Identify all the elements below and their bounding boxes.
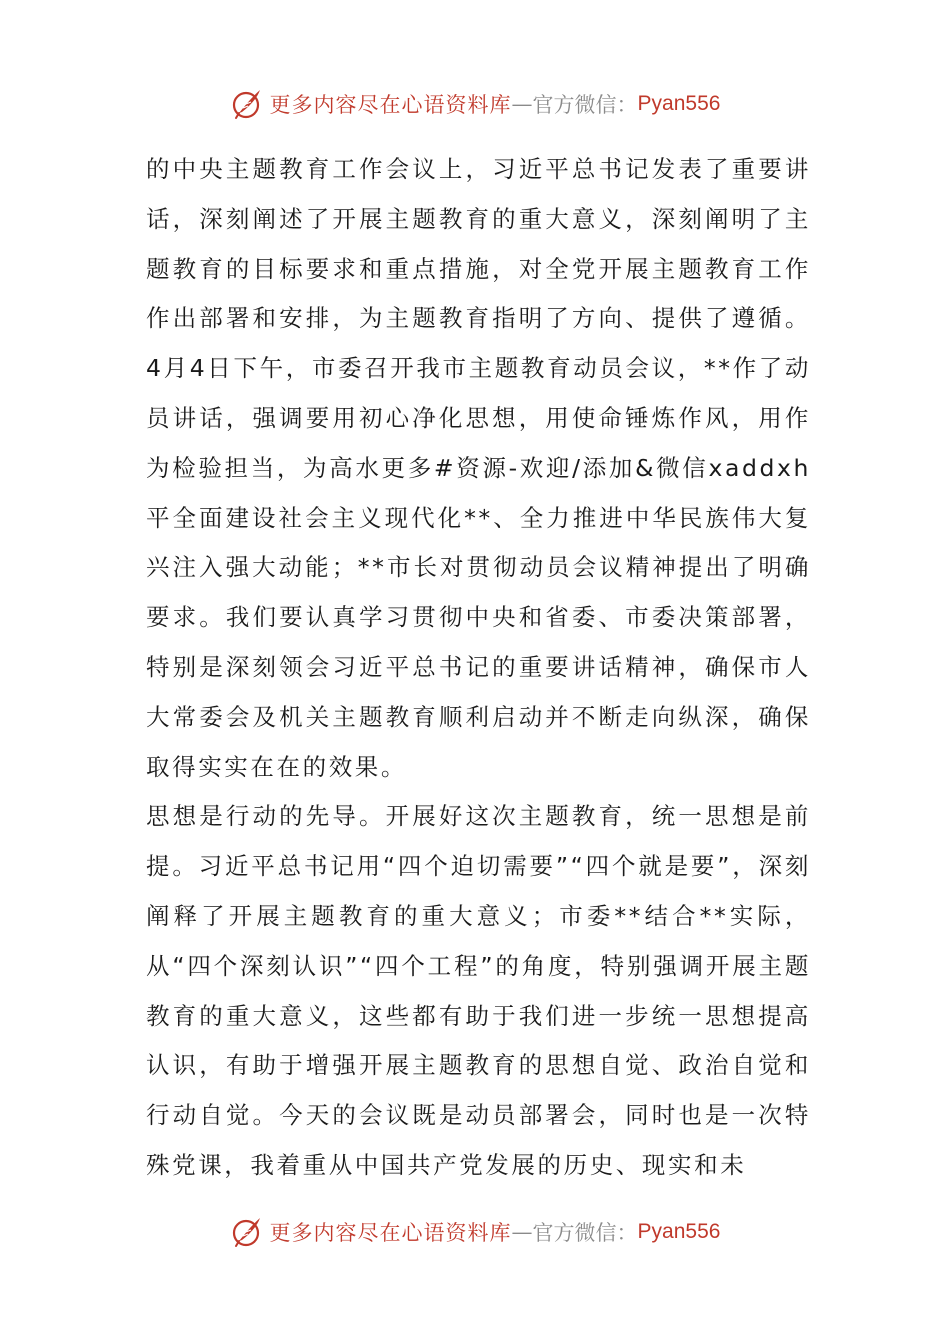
header-banner xyxy=(0,84,950,124)
header-wechat-id: Pyan556 xyxy=(637,92,721,115)
footer-separator: — xyxy=(511,1220,533,1244)
document-body xyxy=(146,145,811,1191)
footer-banner xyxy=(0,1212,950,1252)
footer-brand-text: 更多内容尽在心语资料库 xyxy=(269,1221,512,1245)
body-paragraph-1: 的中央主题教育工作会议上，习近平总书记发表了重要讲话，深刻阐述了开展主题教育的重大意义，深刻阐明了主题教育的目标要求和重点措施，对全党开展主题教育工作作出部署和安排，为主题教育指明了方向、提供了遵循。4月4日下午，市委召开我市主题教育动员会议，**作了动员讲话，强调要用初心净化思想，用使命锤炼作风，用作为检验担当，为高水更多#资源-欢迎/添加&微信xaddxh平全面建设社会主义现代化**、全力推进中华民族伟大复兴注入强大动能；**市长对贯彻动员会议精神提出了明确要求。我们要认真学习贯彻中央和省委、市委决策部署，特别是深刻领会习近平总书记的重要讲话精神，确保市人大常委会及机关主题教育顺利启动并不断走向纵深，确保取得实实在在的效果。 xyxy=(146,155,811,781)
quill-pen-seal-icon xyxy=(230,1215,264,1249)
footer-wechat-id: Pyan556 xyxy=(637,1220,721,1243)
header-wechat-label: 官方微信： xyxy=(532,93,638,117)
header-brand-text: 更多内容尽在心语资料库 xyxy=(269,93,512,117)
body-paragraph-2: 思想是行动的先导。开展好这次主题教育，统一思想是前提。习近平总书记用“四个迫切需要”“四个就是要”，深刻阐释了开展主题教育的重大意义；市委**结合**实际，从“四个深刻认识”“四个工程”的角度，特别强调开展主题教育的重大意义，这些都有助于我们进一步统一思想提高认识，有助于增强开展主题教育的思想自觉、政治自觉和行动自觉。今天的会议既是动员部署会，同时也是一次特殊党课，我着重从中国共产党发展的历史、现实和未 xyxy=(146,802,811,1179)
quill-pen-seal-icon xyxy=(230,87,264,121)
footer-wechat-label: 官方微信： xyxy=(532,1221,638,1245)
header-separator: — xyxy=(511,92,533,116)
